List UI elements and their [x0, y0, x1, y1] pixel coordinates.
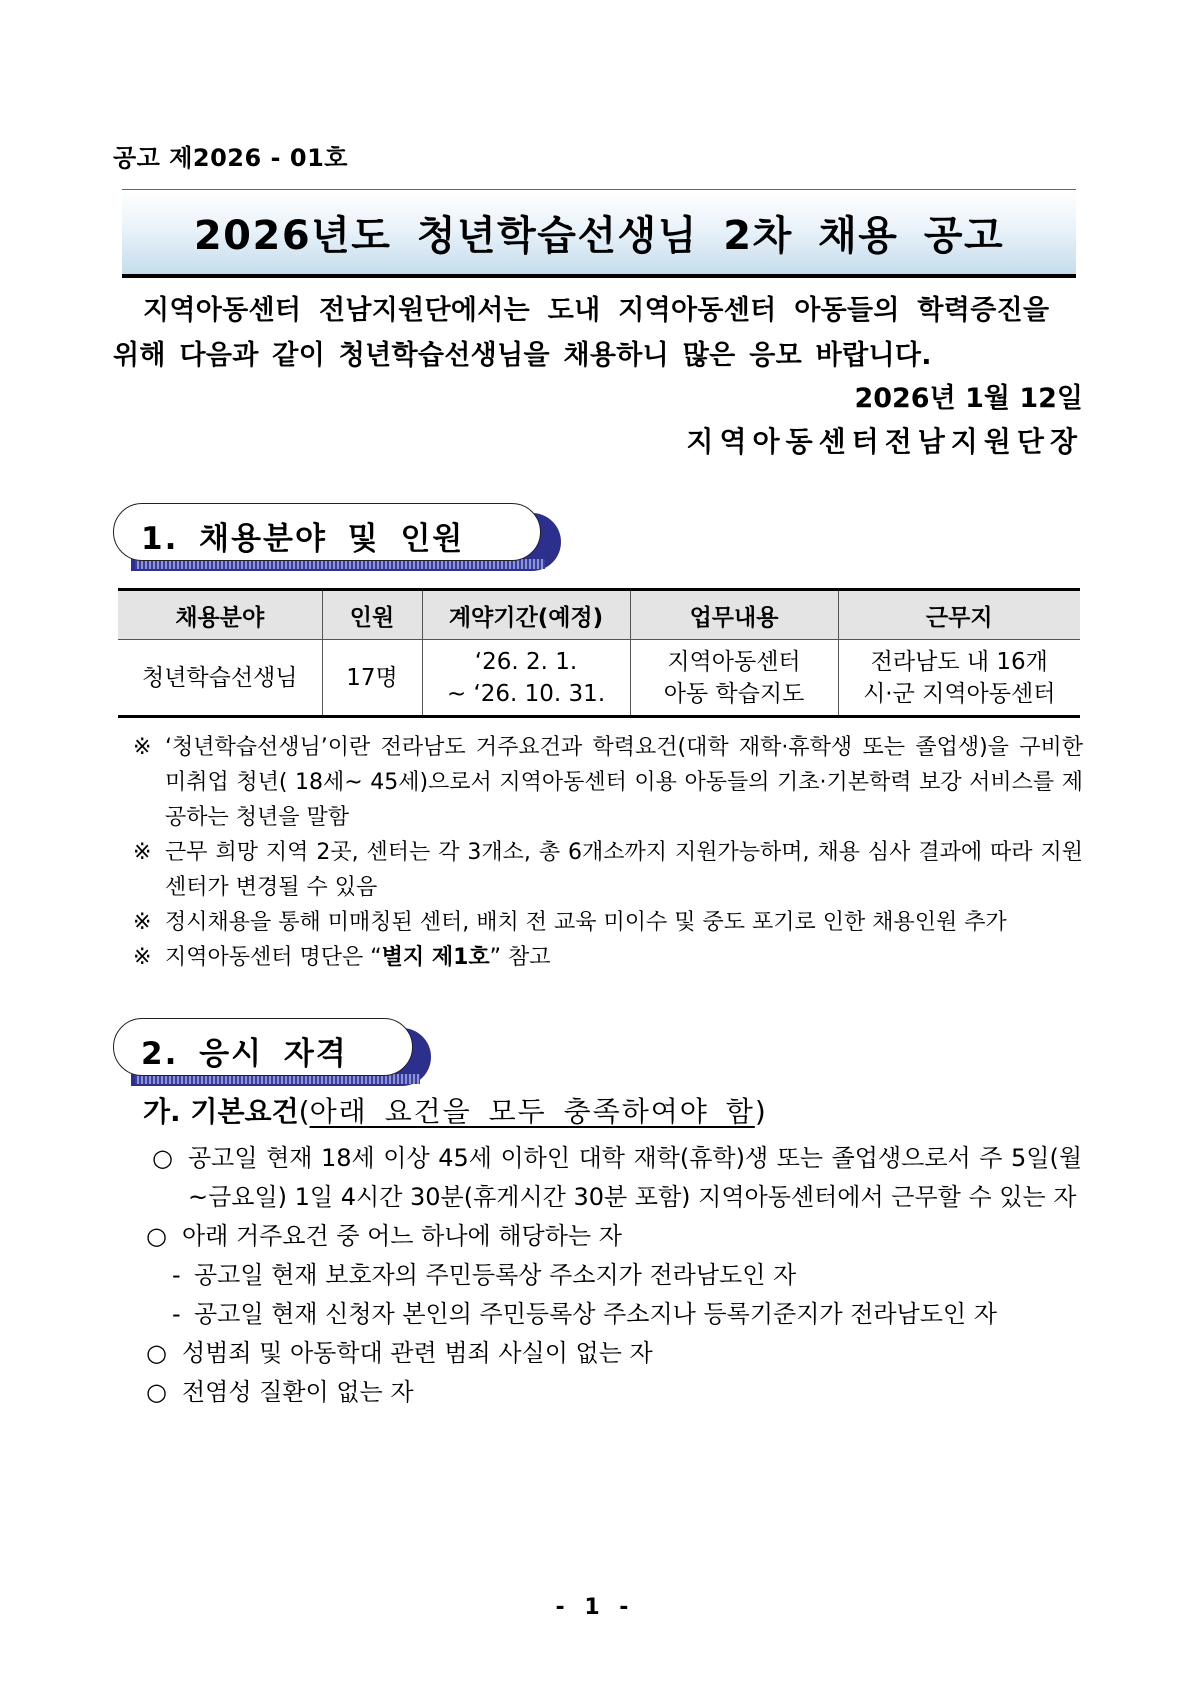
requirement-text: 전염성 질환이 없는 자 — [182, 1378, 414, 1406]
requirement-text: 공고일 현재 보호자의 주민등록상 주소지가 전라남도인 자 — [194, 1261, 797, 1289]
cell-count: 17명 — [322, 640, 422, 717]
list-item — [146, 1373, 1082, 1412]
requirement-text: 공고일 현재 18세 이상 45세 이하인 대학 재학(휴학)생 또는 졸업생으로서 주 5일(월~금요일) 1일 4시간 30분(휴게시간 30분 포함) 지역아동센터에서 근무할 수 있는 자 — [188, 1144, 1082, 1211]
title-banner — [122, 189, 1076, 278]
note-text — [165, 940, 1083, 975]
paren-close: ) — [754, 1095, 766, 1128]
circle-bullet: ○ — [146, 1378, 167, 1406]
reference-mark: ※ — [133, 840, 152, 865]
subsection-a-heading — [143, 1090, 766, 1130]
table-row — [118, 640, 1080, 717]
note-text: 근무 희망 지역 2곳, 센터는 각 3개소, 총 6개소까지 지원가능하며, 채용 심사 결과에 따라 지원 센터가 변경될 수 있음 — [165, 840, 1083, 900]
note-text: ‘청년학습선생님’이란 전라남도 거주요건과 학력요건(대학 재학·휴학생 또는 졸업생)을 구비한 미취업 청년( 18세~ 45세)으로서 지역아동센터 이용 아동들의 기초·기본학력 보강 서비스를 제공하는 청년을 말함 — [165, 735, 1083, 830]
section-2-title: 2. 응시 자격 — [141, 1036, 348, 1072]
note-item — [133, 905, 1083, 940]
dash-bullet: - — [172, 1300, 181, 1328]
list-item — [152, 1295, 1082, 1334]
intro-line-2: 위해 다음과 같이 청년학습선생님을 채용하니 많은 응모 바랍니다. — [113, 340, 932, 371]
header-field: 채용분야 — [118, 590, 322, 640]
note-text: 정시채용을 통해 미매칭된 센터, 배치 전 교육 미이수 및 중도 포기로 인한 채용인원 추가 — [165, 910, 1007, 935]
paren-open: ( — [298, 1095, 310, 1128]
attachment-reference: 별지 제1호 — [381, 945, 490, 970]
table-header-row — [118, 590, 1080, 640]
note-text-after: ” 참고 — [489, 945, 551, 970]
header-count: 인원 — [322, 590, 422, 640]
cell-period — [422, 640, 630, 717]
page-title: 2026년도 청년학습선생님 2차 채용 공고 — [193, 212, 1005, 259]
reference-mark: ※ — [133, 735, 152, 760]
subsection-a-label: 가. 기본요건 — [143, 1095, 299, 1128]
section-1-title: 1. 채용분야 및 인원 — [141, 521, 465, 557]
organization-name: 지역아동센터전남지원단장 — [686, 425, 1083, 458]
note-item — [133, 730, 1083, 835]
place-line-1: 전라남도 내 16개 — [870, 648, 1048, 675]
page-number: - 1 - — [555, 1595, 635, 1620]
reference-mark: ※ — [133, 945, 152, 970]
notice-number: 공고 제2026 - 01호 — [113, 144, 348, 172]
requirement-text: 아래 거주요건 중 어느 하나에 해당하는 자 — [182, 1222, 622, 1250]
section-1-heading — [113, 503, 563, 573]
requirement-text: 공고일 현재 신청자 본인의 주민등록상 주소지나 등록기준지가 전라남도인 자 — [194, 1300, 997, 1328]
subsection-a-condition: 아래 요건을 모두 충족하여야 함 — [309, 1095, 755, 1128]
list-item — [146, 1217, 1082, 1256]
period-end: ~ ‘26. 10. 31. — [446, 680, 606, 707]
circle-bullet: ○ — [146, 1222, 167, 1250]
requirement-text: 성범죄 및 아동학대 관련 범죄 사실이 없는 자 — [182, 1339, 653, 1367]
work-line-1: 지역아동센터 — [667, 648, 801, 675]
announcement-date: 2026년 1월 12일 — [854, 383, 1083, 414]
requirements-list — [146, 1139, 1082, 1412]
list-item — [152, 1256, 1082, 1295]
header-period: 계약기간(예정) — [422, 590, 630, 640]
work-line-2: 아동 학습지도 — [663, 680, 805, 707]
list-item — [152, 1139, 1082, 1217]
cell-work — [630, 640, 838, 717]
intro-line-1: 지역아동센터 전남지원단에서는 도내 지역아동센터 아동들의 학력증진을 — [143, 295, 1050, 326]
note-item — [133, 940, 1083, 975]
notes-list — [133, 730, 1083, 975]
section-2-heading — [113, 1018, 433, 1088]
circle-bullet: ○ — [146, 1339, 167, 1367]
header-place: 근무지 — [838, 590, 1080, 640]
header-work: 업무내용 — [630, 590, 838, 640]
circle-bullet: ○ — [152, 1144, 173, 1172]
period-start: ‘26. 2. 1. — [474, 648, 578, 675]
dash-bullet: - — [172, 1261, 181, 1289]
place-line-2: 시·군 지역아동센터 — [863, 680, 1056, 707]
reference-mark: ※ — [133, 910, 152, 935]
cell-field: 청년학습선생님 — [118, 640, 322, 717]
list-item — [146, 1334, 1082, 1373]
note-text-before: 지역아동센터 명단은 “ — [165, 945, 382, 970]
recruitment-table — [118, 588, 1080, 718]
note-item — [133, 835, 1083, 905]
cell-place — [838, 640, 1080, 717]
